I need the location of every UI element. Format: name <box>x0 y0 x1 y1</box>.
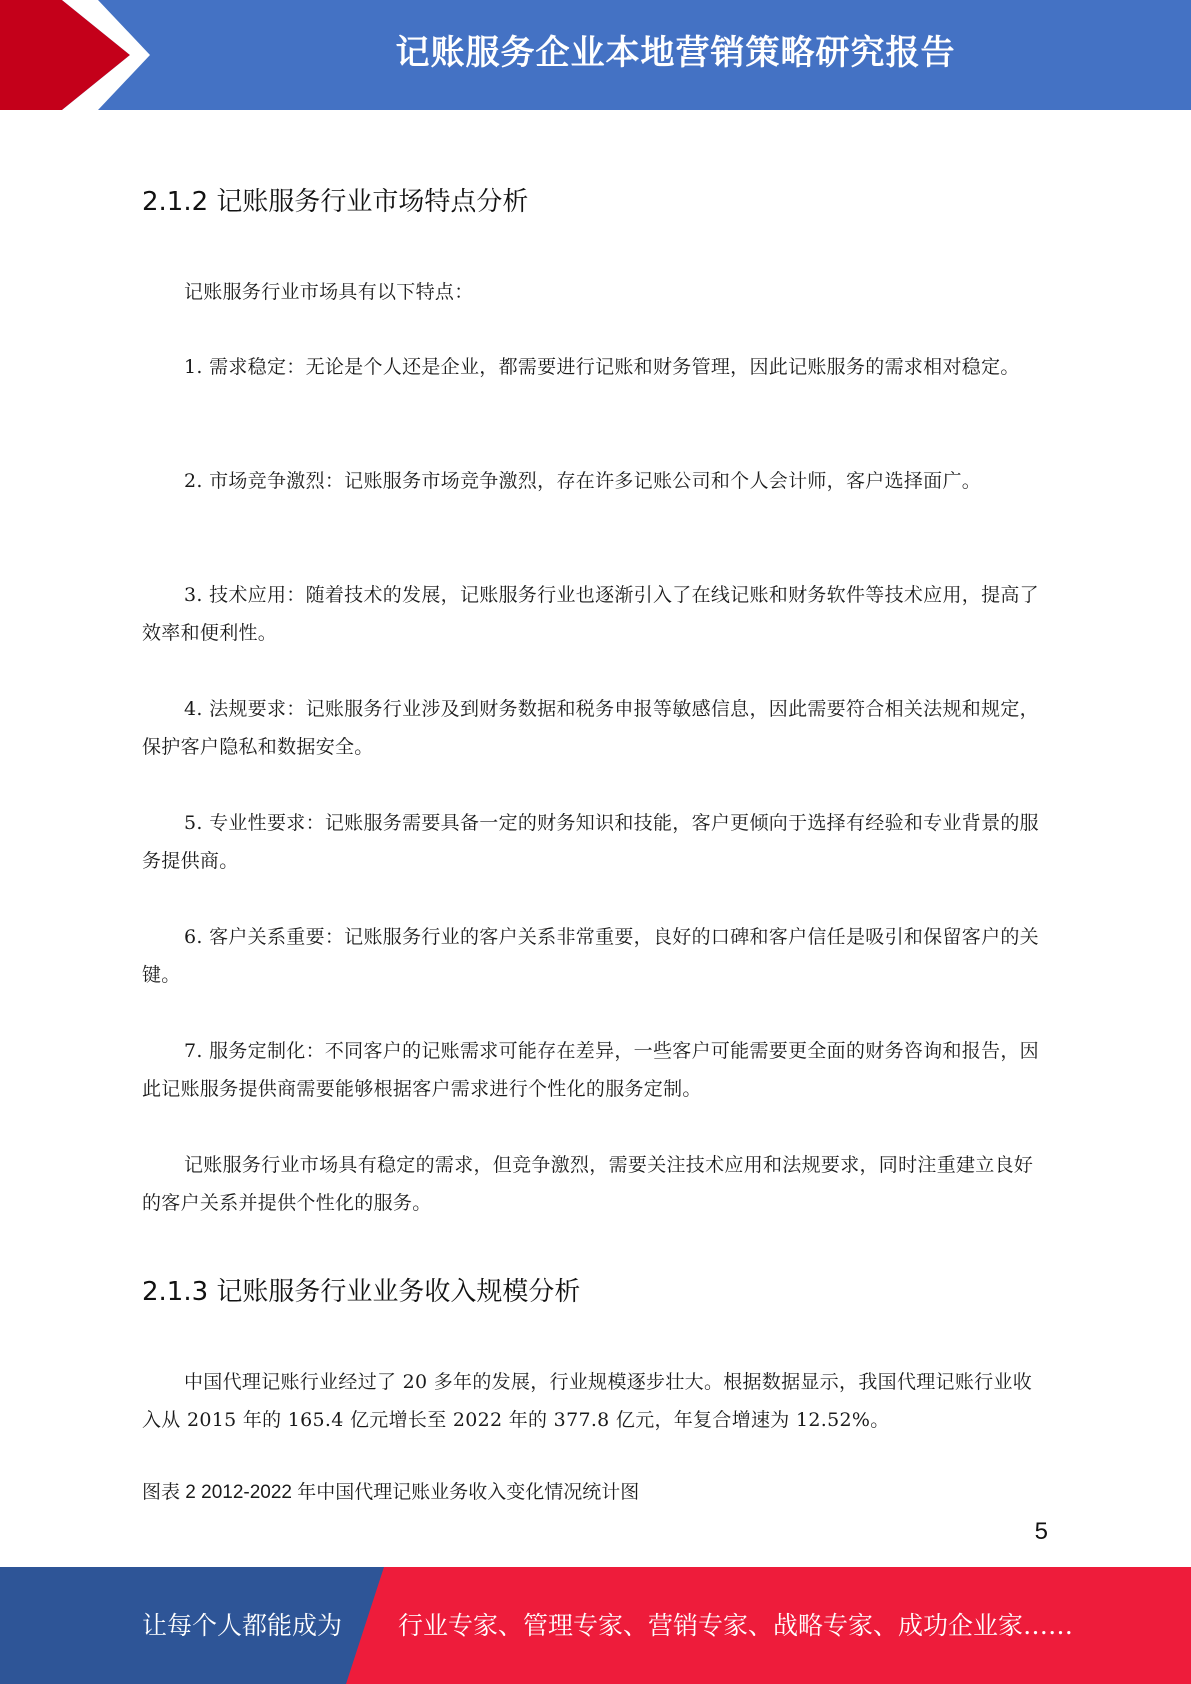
paragraph: 5. 专业性要求：记账服务需要具备一定的财务知识和技能，客户更倾向于选择有经验和专业背景的服务提供商。 <box>142 812 1039 872</box>
report-title: 记账服务企业本地营销策略研究报告 <box>395 33 956 73</box>
paragraph: 3. 技术应用：随着技术的发展，记账服务行业也逐渐引入了在线记账和财务软件等技术应用，提高了效率和便利性。 <box>142 584 1039 644</box>
paragraph: 2. 市场竞争激烈：记账服务市场竞争激烈，存在许多记账公司和个人会计师，客户选择面广。 <box>184 470 982 492</box>
footer-slogan-left: 让每个人都能成为 <box>142 1611 343 1640</box>
paragraph: 记账服务行业市场具有稳定的需求，但竞争激烈，需要关注技术应用和法规要求，同时注重建立良好的客户关系并提供个性化的服务。 <box>142 1154 1034 1214</box>
page-number: 5 <box>1034 1518 1048 1545</box>
paragraph: 6. 客户关系重要：记账服务行业的客户关系非常重要，良好的口碑和客户信任是吸引和保留客户的关键。 <box>142 926 1039 986</box>
paragraph: 1. 需求稳定：无论是个人还是企业，都需要进行记账和财务管理，因此记账服务的需求相对稳定。 <box>184 356 1020 378</box>
page-footer <box>0 1567 1191 1684</box>
header-arrow-decoration <box>0 0 160 110</box>
page-header <box>0 0 1191 110</box>
section-heading-2-1-3: 2.1.3 记账服务行业业务收入规模分析 <box>142 1277 581 1307</box>
footer-slogan-right: 行业专家、管理专家、营销专家、战略专家、成功企业家…… <box>398 1611 1074 1640</box>
figure-caption: 图表 2 2012-2022 年中国代理记账业务收入变化情况统计图 <box>142 1482 640 1503</box>
paragraph: 中国代理记账行业经过了 20 多年的发展，行业规模逐步壮大。根据数据显示，我国代理记账行业收入从 2015 年的 165.4 亿元增长至 2022 年的 377.8 亿元，年复合增速为 12.52%。 <box>142 1371 1033 1431</box>
paragraph: 记账服务行业市场具有以下特点： <box>184 281 474 303</box>
paragraph: 4. 法规要求：记账服务行业涉及到财务数据和税务申报等敏感信息，因此需要符合相关法规和规定，保护客户隐私和数据安全。 <box>142 698 1039 758</box>
section-heading-2-1-2: 2.1.2 记账服务行业市场特点分析 <box>142 187 529 217</box>
paragraph: 7. 服务定制化：不同客户的记账需求可能存在差异，一些客户可能需要更全面的财务咨询和报告，因此记账服务提供商需要能够根据客户需求进行个性化的服务定制。 <box>142 1040 1039 1100</box>
